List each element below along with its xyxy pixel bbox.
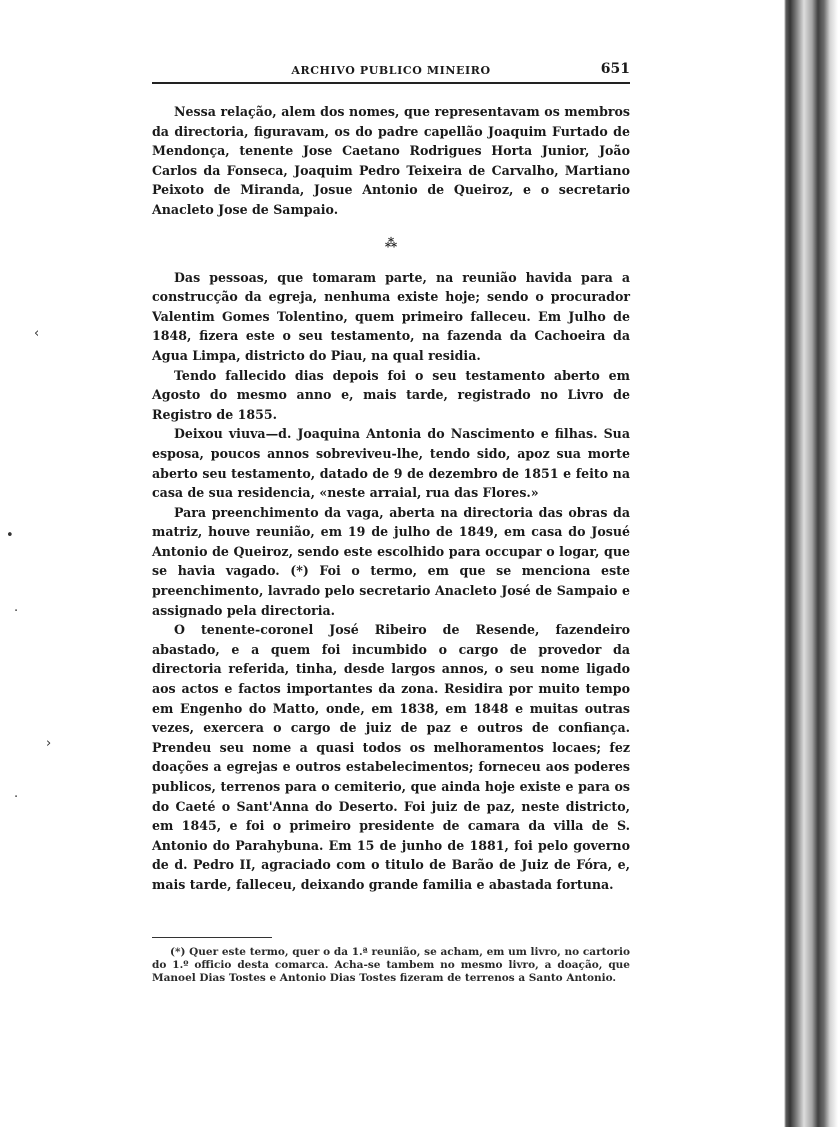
paragraph: Deixou viuva—d. Joaquina Antonia do Nascimento e filhas. Sua esposa, poucos annos sobreviveu-lhe, tendo sido, apoz sua morte aberto seu testamento, datado de 9 de dezembro de 1851 e feito na casa de sua residencia, «neste arraial, rua das Flores.» — [152, 426, 630, 501]
running-title: ARCHIVO PUBLICO MINEIRO — [291, 64, 491, 77]
margin-mark: · — [14, 790, 19, 805]
page-body — [152, 102, 630, 895]
paragraph: Das pessoas, que tomaram parte, na reunião havida para a construcção da egreja, nenhuma existe hoje; sendo o procurador Valentim Gomes Tolentino, quem primeiro falleceu. Em Julho de 1848, fizera este o seu testamento, na fazenda da Cachoeira da Agua Limpa, districto do Piau, na qual residia. — [152, 269, 630, 363]
page-number: 651 — [600, 61, 630, 77]
page-binding-edge — [774, 0, 838, 1127]
book-page — [152, 58, 630, 985]
footnote-rule — [152, 937, 272, 938]
margin-mark: · — [14, 604, 19, 619]
paragraph: O tenente-coronel José Ribeiro de Resende, fazendeiro abastado, e a quem foi incumbido o cargo de provedor da directoria referida, tinha, desde largos annos, o seu nome ligado aos actos e factos importantes da zona. Residira por muito tempo em Engenho do Matto, onde, em 1838, em 1848 e muitas outras vezes, exercera o cargo de juiz de paz e outros de confiança. Prendeu seu nome a quasi todos os melhoramentos locaes; fez doações a egrejas e outros estabelecimentos; forneceu aos poderes publicos, terrenos para o cemiterio, que ainda hoje existe e para os do Caeté o Sant'Anna do Deserto. Foi juiz de paz, neste districto, em 1845, e foi o primeiro presidente de camara da villa de S. Antonio do Parahybuna. Em 15 de junho de 1881, foi pelo governo de d. Pedro II, agraciado com o titulo de Barão de Juiz de Fóra, e, mais tarde, falleceu, deixando grande familia e abastada fortuna. — [152, 622, 630, 892]
paragraph: Nessa relação, alem dos nomes, que representavam os membros da directoria, figuravam, os do padre capellão Joaquim Furtado de Mendonça, tenente Jose Caetano Rodrigues Horta Junior, João Carlos da Fonseca, Joaquim Pedro Teixeira de Carvalho, Martiano Peixoto de Miranda, Josue Antonio de Queiroz, e o secretario Anacleto Jose de Sampaio. — [152, 104, 630, 217]
margin-mark: › — [46, 736, 52, 751]
asterism-divider: ⁂ — [384, 235, 398, 250]
margin-mark: • — [6, 528, 14, 543]
paragraph: Tendo fallecido dias depois foi o seu testamento aberto em Agosto do mesmo anno e, mais tarde, registrado no Livro de Registro de 1855. — [152, 367, 630, 422]
footnote: (*) Quer este termo, quer o da 1.ª reunião, se acham, em um livro, no cartorio do 1.º officio desta comarca. Acha-se tambem no mesmo livro, a doação, que Manoel Dias Tostes e Antonio Dias Tostes fizeram de terrenos a Santo Antonio. — [152, 945, 630, 984]
running-header — [152, 58, 630, 84]
paragraph: Para preenchimento da vaga, aberta na directoria das obras da matriz, houve reunião, em 19 de julho de 1849, em casa do Josué Antonio de Queiroz, sendo este escolhido para occupar o logar, que se havia vagado. (*) Foi o termo, em que se menciona este preenchimento, lavrado pelo secretario Anacleto José de Sampaio e assignado pela directoria. — [152, 504, 630, 618]
margin-mark: ‹ — [34, 326, 40, 341]
